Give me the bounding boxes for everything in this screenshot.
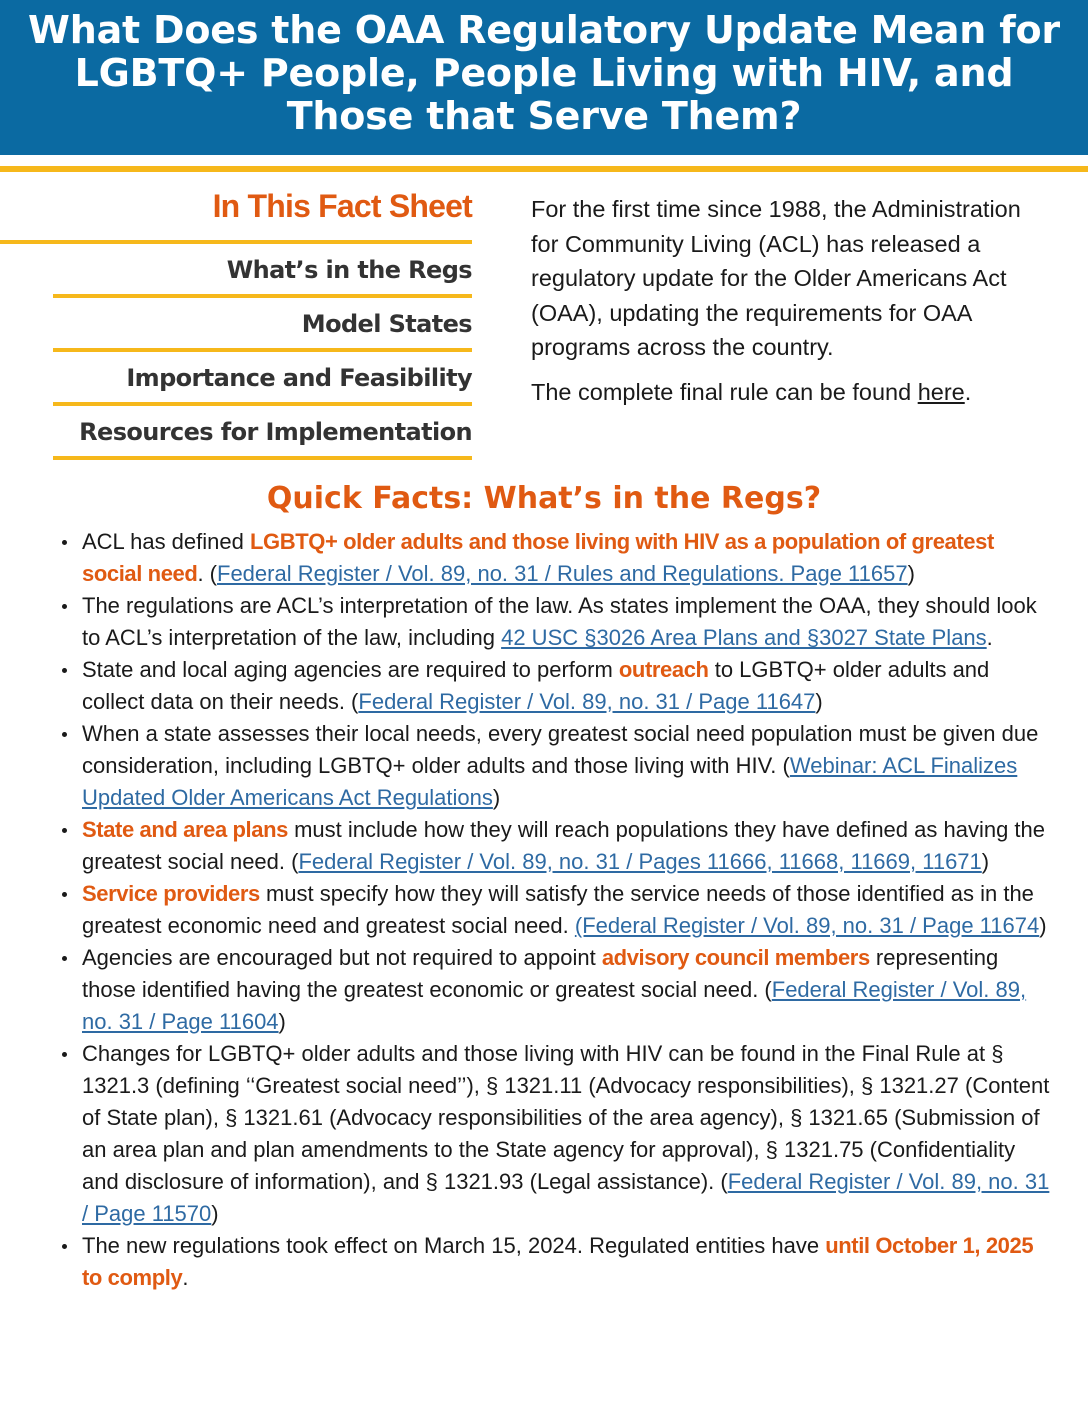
contents-item-model-states[interactable]: Model States: [53, 298, 472, 352]
fact-highlight: outreach: [618, 657, 709, 682]
fact-highlight: until October 1, 2025 to comply: [82, 1233, 1034, 1290]
quick-facts-title: Quick Facts: What’s in the Regs?: [266, 481, 822, 516]
fact-text: .: [986, 625, 993, 650]
intro-text: [531, 192, 1031, 419]
citation-link[interactable]: Federal Register / Vol. 89, no. 31 / Rules and Regulations. Page 11657: [217, 561, 908, 586]
citation-link[interactable]: (Federal Register / Vol. 89, no. 31 / Page 11674: [574, 913, 1040, 938]
fact-text: ): [278, 1009, 286, 1034]
fact-text: ): [211, 1201, 219, 1226]
contents-item-importance-feasibility[interactable]: Importance and Feasibility: [53, 352, 472, 406]
fact-item-greatest-social-need: [82, 526, 1052, 590]
contents-list: [53, 244, 472, 460]
fact-text: must specify how they will satisfy the service needs of those identified as in the greatest economic need and greatest social need.: [82, 881, 1034, 938]
fact-text: representing those identified having the greatest economic or greatest social need. (: [82, 945, 999, 1002]
fact-text: State and local aging agencies are required to perform: [82, 657, 619, 682]
quick-facts-list: [82, 526, 1052, 1294]
yellow-divider: [0, 166, 1088, 172]
fact-text: ): [907, 561, 915, 586]
fact-text: Agencies are encouraged but not required to appoint: [82, 945, 602, 970]
title-line-1: What Does the OAA Regulatory Update Mean for: [28, 8, 1060, 52]
fact-text: .: [182, 1265, 189, 1290]
fact-highlight: Service providers: [82, 881, 260, 906]
fact-item-outreach: [82, 654, 1052, 718]
fact-item-final-rule-sections: [82, 1038, 1052, 1230]
fact-text: When a state assesses their local needs, every greatest social need population must be given due consideration, including LGBTQ+ older adults and those living with HIV. (: [82, 721, 1039, 778]
citation-link[interactable]: Federal Register / Vol. 89, no. 31 / Page 11570: [82, 1169, 1050, 1226]
contents-item-whats-in-the-regs[interactable]: What’s in the Regs: [53, 244, 472, 298]
final-rule-link[interactable]: here: [917, 378, 965, 405]
fact-text: to LGBTQ+ older adults and collect data on their needs. (: [82, 657, 990, 714]
fact-text: ): [1039, 913, 1047, 938]
fact-text: ): [492, 785, 501, 810]
fact-item-needs-assessment: [82, 718, 1052, 814]
citation-link[interactable]: 42 USC §3026 Area Plans and §3027 State Plans: [501, 625, 987, 650]
fact-highlight: LGBTQ+ older adults and those living with HIV as a population of greatest social need: [82, 529, 994, 586]
final-rule-suffix: .: [964, 378, 972, 405]
final-rule-paragraph: [531, 375, 1031, 410]
citation-link[interactable]: Federal Register / Vol. 89, no. 31 / Page 11647: [358, 689, 816, 714]
fact-item-acl-interpretation: [82, 590, 1052, 654]
fact-sheet-contents: [0, 184, 472, 460]
page-title: [0, 0, 1088, 138]
fact-highlight: State and area plans: [82, 817, 288, 842]
intro-paragraph: For the first time since 1988, the Administration for Community Living (ACL) has released a regulatory update for the Older Americans Act (OAA), updating the requirements for OAA programs across the country.: [531, 196, 1021, 360]
contents-item-resources[interactable]: Resources for Implementation: [53, 406, 472, 460]
contents-title: In This Fact Sheet: [0, 184, 472, 244]
fact-text: must include how they will reach populations they have defined as having the greatest social need. (: [82, 817, 1046, 874]
fact-text: ): [981, 849, 990, 874]
webinar-link[interactable]: Webinar: ACL Finalizes Updated Older Americans Act Regulations: [82, 753, 1018, 810]
title-banner: [0, 0, 1088, 155]
title-line-3: Those that Serve Them?: [286, 94, 802, 138]
fact-text: Changes for LGBTQ+ older adults and those living with HIV can be found in the Final Rule at § 1321.3 (defining ‘‘Greatest social need’’), § 1321.11 (Advocacy responsibilities), § 1321.27 (Content of State plan), § 1321.61 (Advocacy responsibilities of the area agency), § 1321.65 (Submission of an area plan and plan amendments to the State agency for approval), § 1321.75 (Confidentiality and disclosure of information), and § 1321.93 (Legal assistance). (: [82, 1041, 1050, 1194]
fact-text: ACL has defined: [82, 529, 250, 554]
final-rule-prefix: The complete final rule can be found: [531, 378, 918, 405]
citation-link[interactable]: Federal Register / Vol. 89, no. 31 / Page 11604: [82, 977, 1027, 1034]
fact-highlight: advisory council members: [601, 945, 870, 970]
fact-text: ): [815, 689, 823, 714]
fact-item-state-area-plans: [82, 814, 1052, 878]
fact-item-compliance-date: [82, 1230, 1052, 1294]
citation-link[interactable]: Federal Register / Vol. 89, no. 31 / Pages 11666, 11668, 11669, 11671: [298, 849, 982, 874]
fact-item-advisory-council: [82, 942, 1052, 1038]
fact-item-service-providers: [82, 878, 1052, 942]
fact-text: . (: [197, 561, 217, 586]
title-line-2: LGBTQ+ People, People Living with HIV, and: [74, 51, 1014, 95]
fact-text: The regulations are ACL’s interpretation of the law. As states implement the OAA, they should look to ACL’s interpretation of the law, including: [82, 593, 1037, 650]
fact-text: The new regulations took effect on March 15, 2024. Regulated entities have: [82, 1233, 826, 1258]
